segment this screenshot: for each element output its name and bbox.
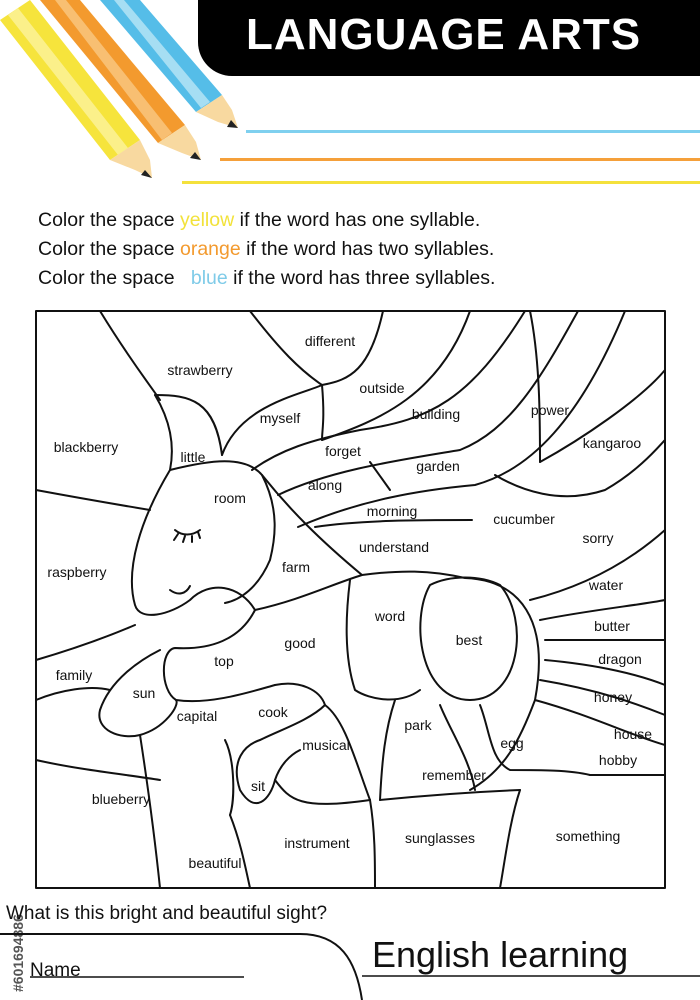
- word-label: word: [374, 608, 406, 624]
- word-label: musical: [302, 737, 350, 753]
- word-label: raspberry: [47, 564, 107, 580]
- word-label: kangaroo: [582, 435, 642, 451]
- color-word-blue: blue: [190, 267, 228, 289]
- word-label: park: [404, 717, 432, 733]
- word-label: water: [588, 577, 624, 593]
- word-label: sun: [132, 685, 156, 701]
- word-label: cucumber: [493, 511, 555, 527]
- word-label: cook: [258, 704, 288, 720]
- word-label: house: [613, 726, 653, 742]
- color-word-orange: orange: [180, 238, 241, 260]
- color-word-yellow: yellow: [180, 209, 235, 231]
- word-label: blackberry: [53, 439, 119, 455]
- word-label: room: [214, 490, 246, 506]
- word-label: remember: [422, 767, 486, 783]
- footer-title: English learning: [372, 934, 629, 975]
- word-label: hobby: [598, 752, 638, 768]
- word-label: good: [284, 635, 316, 651]
- word-label: understand: [358, 539, 430, 555]
- instruction-line-2: Color the space orange if the word has two syllables.: [38, 238, 495, 260]
- page-title: LANGUAGE ARTS: [246, 10, 642, 59]
- word-label: garden: [416, 458, 460, 474]
- word-label: blueberry: [91, 791, 151, 807]
- word-label: dragon: [598, 651, 642, 667]
- word-label: honey: [593, 689, 633, 705]
- word-label: instrument: [284, 835, 350, 851]
- word-label: family: [55, 667, 93, 683]
- word-label: building: [411, 406, 461, 422]
- side-id-label: #601694886: [10, 914, 26, 992]
- word-label: power: [530, 402, 570, 418]
- word-label: top: [214, 653, 234, 669]
- word-label: morning: [366, 503, 418, 519]
- name-label: Name: [30, 960, 81, 981]
- word-label: something: [555, 828, 621, 844]
- word-label: outside: [359, 380, 405, 396]
- word-label: forget: [325, 443, 361, 459]
- word-label: farm: [282, 559, 310, 575]
- word-label: sunglasses: [404, 830, 476, 846]
- instruction-line-1: Color the space yellow if the word has one syllable.: [38, 209, 481, 231]
- word-label: beautiful: [188, 855, 242, 871]
- word-label: capital: [176, 708, 218, 724]
- word-label: myself: [259, 410, 301, 426]
- word-label: along: [307, 477, 343, 493]
- question-text: What is this bright and beautiful sight?: [6, 903, 328, 924]
- word-label: egg: [500, 735, 524, 751]
- word-label: best: [455, 632, 483, 648]
- word-label: butter: [594, 618, 630, 634]
- word-label: little: [180, 449, 206, 465]
- word-label: different: [304, 333, 356, 349]
- word-label: sorry: [582, 530, 614, 546]
- word-label: strawberry: [167, 362, 233, 378]
- word-label: sit: [251, 778, 265, 794]
- instruction-line-3: Color the space blue if the word has three syllables.: [38, 267, 496, 289]
